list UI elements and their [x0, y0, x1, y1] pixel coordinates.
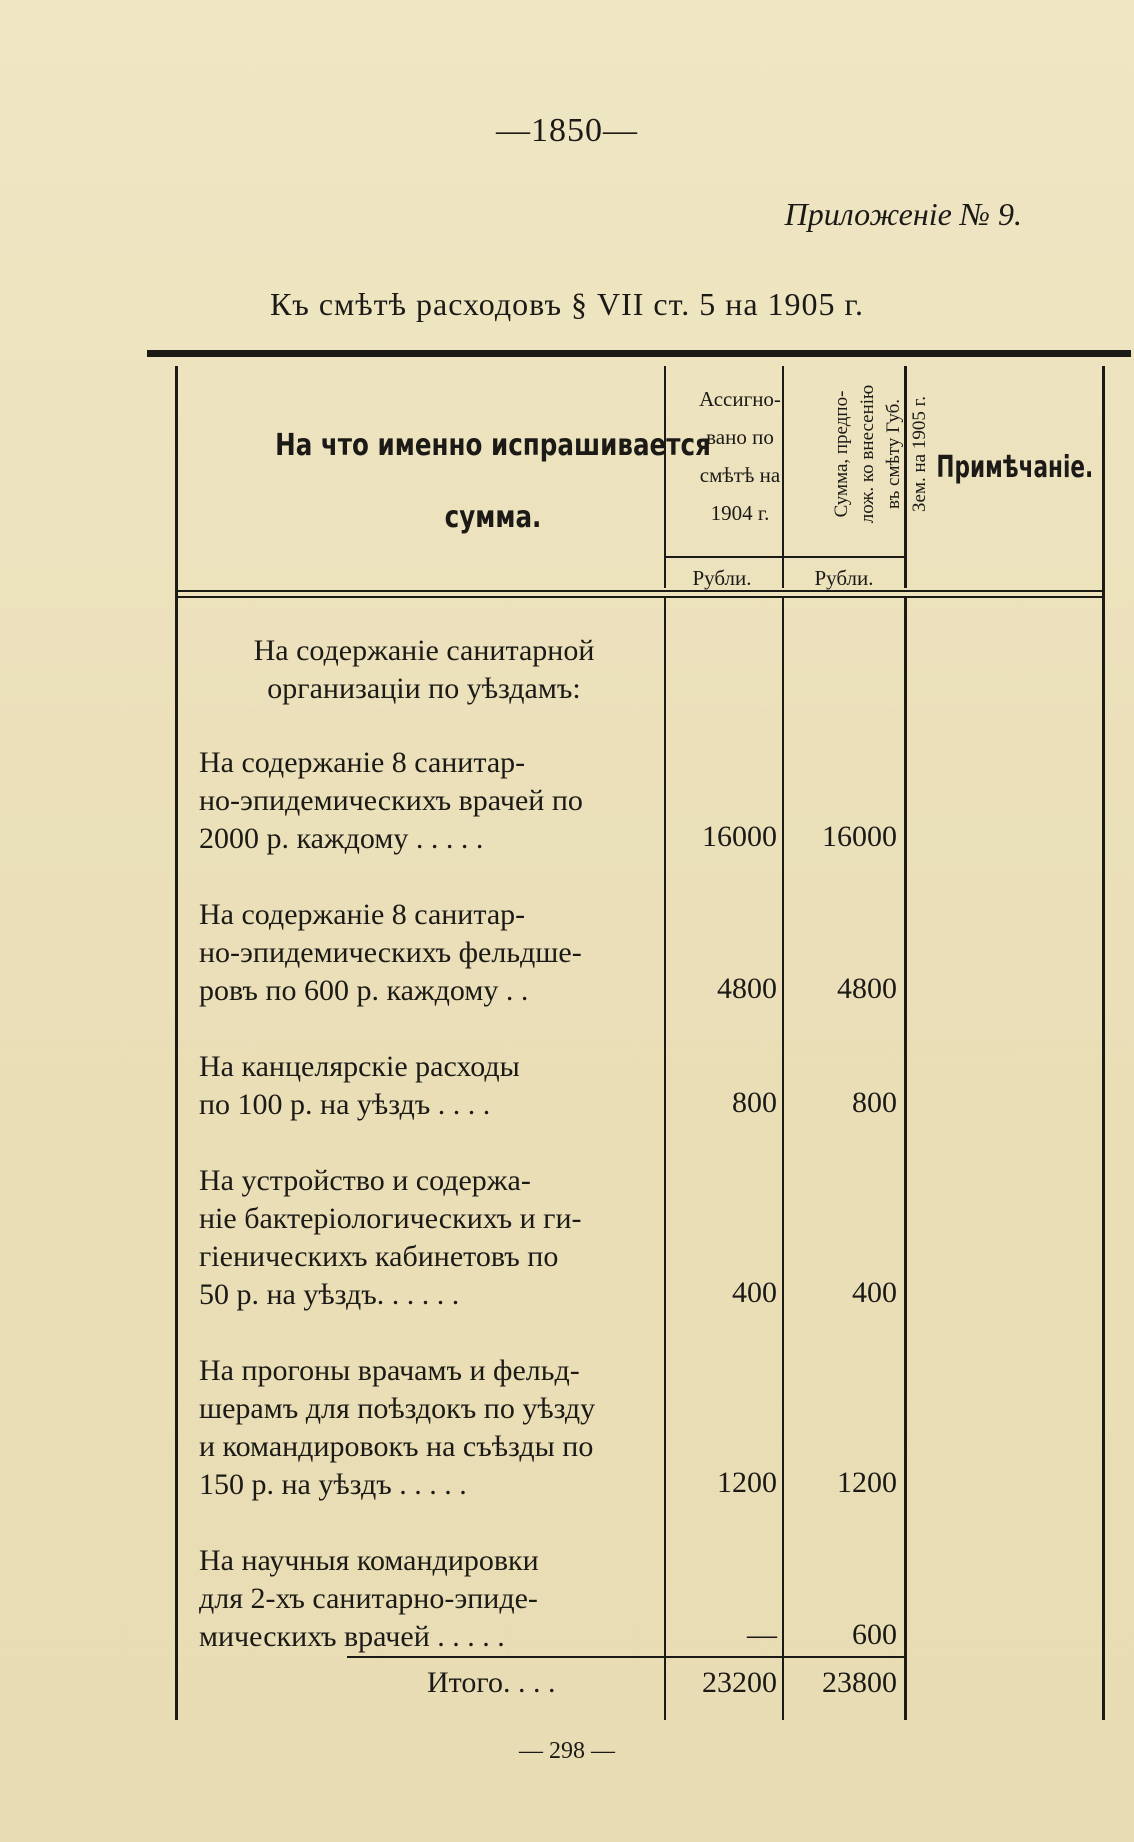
table-row — [199, 744, 661, 858]
total-value-1904: 23200 — [702, 1666, 777, 1699]
row-value-1905: 400 — [852, 1276, 897, 1309]
row-text-line: по 100 р. на уѣздъ . . . . — [199, 1088, 491, 1121]
row-text-line: На канцелярскiе расходы — [199, 1050, 520, 1083]
row-text-line: 2000 р. каждому . . . . . — [199, 822, 484, 855]
row-text-line: но-эпидемическихъ врачей по — [199, 784, 583, 817]
total-value-1905: 23800 — [822, 1666, 897, 1699]
header-col1-line: Ассигно- — [699, 387, 781, 411]
row-text-line: гiеническихъ кабинетовъ по — [199, 1240, 559, 1273]
header-col2-rotated — [829, 364, 933, 544]
header-col2-line: Сумма, предпо- — [831, 390, 852, 518]
row-value-1905: 600 — [852, 1618, 897, 1651]
row-text-line: нiе бактерiологическихъ и ги- — [199, 1202, 582, 1235]
document-subtitle: Къ смѣтѣ расходовъ § VII ст. 5 на 1905 г. — [269, 286, 865, 322]
col-divider-1 — [664, 596, 666, 1720]
row-text-line: На содержанiе 8 санитар- — [199, 746, 526, 779]
table-row — [199, 1542, 661, 1656]
header-bottom-rule-1 — [175, 590, 1103, 592]
units-rule — [664, 556, 904, 558]
row-text-line: ровъ по 600 р. каждому . . — [199, 974, 529, 1007]
header-col2-line: лож. ко внесенiю — [857, 384, 878, 524]
header-purpose-line-1: На что именно испрашивается — [275, 428, 711, 463]
table-row — [199, 1162, 661, 1314]
row-value-1904: 400 — [732, 1276, 777, 1309]
table-row — [199, 1048, 661, 1124]
unit-label-1904: Рубли. — [692, 566, 752, 590]
row-text-line: На научныя командировки — [199, 1544, 539, 1577]
header-col1-line: смѣтѣ на — [699, 463, 781, 487]
section-title — [199, 632, 649, 708]
section-title-line: На содержанiе санитарной — [253, 634, 595, 667]
table-row — [199, 896, 661, 1010]
header-col2-line: въ смѣту Губ. — [883, 398, 904, 510]
appendix-title: Приложенiе № 9. — [784, 196, 1022, 232]
col-divider-3 — [904, 596, 907, 1720]
row-text-line: 150 р. на уѣздъ . . . . . — [199, 1468, 467, 1501]
row-value-1905: 16000 — [822, 820, 897, 853]
row-text-line: На устройство и содержа- — [199, 1164, 531, 1197]
page-number: —1850— — [496, 112, 638, 149]
header-col2-line: Зем. на 1905 г. — [909, 396, 930, 512]
row-text-line: На прогоны врачамъ и фельд- — [199, 1354, 580, 1387]
row-value-1904: 4800 — [717, 972, 777, 1005]
total-rule-2 — [782, 1656, 904, 1658]
row-value-1904: 16000 — [702, 820, 777, 853]
col-divider-2 — [782, 596, 784, 1720]
table-left-border — [175, 366, 178, 1720]
table-right-border — [1102, 366, 1105, 1720]
row-text-line: шерамъ для поѣздокъ по уѣзду — [199, 1392, 596, 1425]
table-row — [199, 1352, 661, 1504]
header-bottom-rule-2 — [175, 596, 1103, 598]
total-rule-1 — [347, 1656, 787, 1658]
section-title-line: организацiи по уѣздамъ: — [267, 672, 581, 705]
row-value-1905: 1200 — [837, 1466, 897, 1499]
row-text-line: 50 р. на уѣздъ. . . . . . — [199, 1278, 460, 1311]
row-text-line: для 2-хъ санитарно-эпиде- — [199, 1582, 538, 1615]
header-purpose-line-2: сумма. — [444, 500, 542, 535]
row-text-line: и командировокъ на съѣзды по — [199, 1430, 594, 1463]
table-top-rule — [147, 350, 1131, 357]
row-value-1904: 1200 — [717, 1466, 777, 1499]
row-text-line: На содержанiе 8 санитар- — [199, 898, 526, 931]
header-col1-line: вано по — [706, 425, 774, 449]
page-footer: — 298 — — [519, 1738, 615, 1764]
total-label: Итого. . . . — [427, 1666, 556, 1699]
row-text-line: но-эпидемическихъ фельдше- — [199, 936, 582, 969]
header-note: Примѣчанiе. — [936, 450, 1094, 485]
unit-label-1905: Рубли. — [814, 566, 874, 590]
budget-table — [147, 350, 1131, 1720]
row-value-1905: 4800 — [837, 972, 897, 1005]
header-col1-line: 1904 г. — [710, 501, 770, 525]
row-text-line: мическихъ врачей . . . . . — [199, 1620, 505, 1653]
row-value-1904: 800 — [732, 1086, 777, 1119]
row-value-1904: — — [747, 1618, 777, 1651]
row-value-1905: 800 — [852, 1086, 897, 1119]
